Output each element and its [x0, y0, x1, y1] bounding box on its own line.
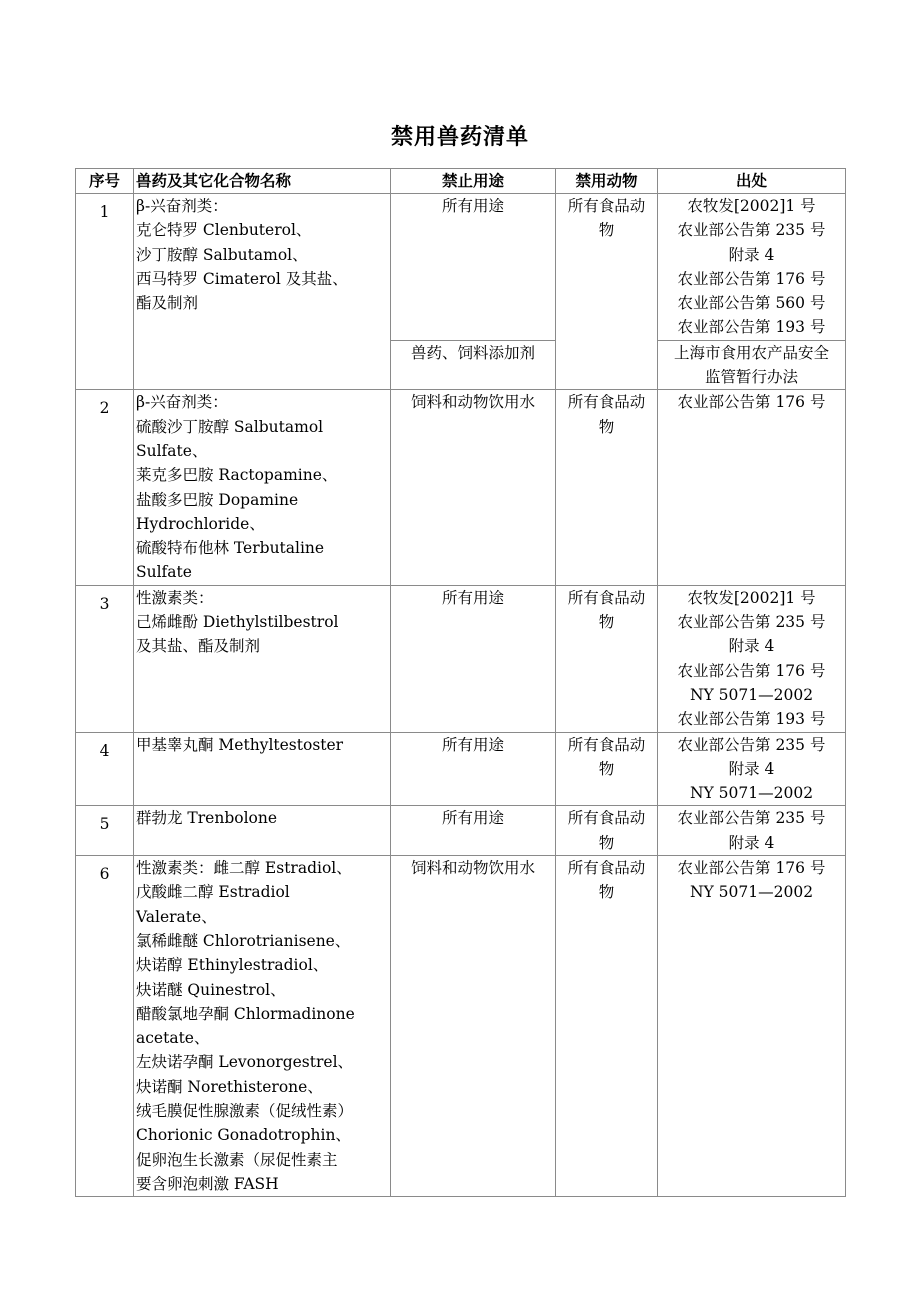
- animal-line: 物: [598, 833, 615, 852]
- animal-line: 所有食品动: [567, 809, 646, 828]
- source-line: 农业部公告第 193 号: [677, 318, 826, 337]
- source-line: NY 5071—2002: [689, 883, 814, 902]
- source-line: 农业部公告第 176 号: [677, 661, 826, 680]
- header-drug-name: 兽药及其它化合物名称: [134, 169, 391, 194]
- row-serial: 6: [76, 856, 134, 1197]
- header-source: 出处: [658, 169, 846, 194]
- row-drug-name: [134, 732, 391, 806]
- source-line: NY 5071—2002: [689, 784, 814, 803]
- row-source: [658, 585, 846, 732]
- drug-name-line: 及其盐、酯及制剂: [136, 637, 261, 656]
- source-line: 附录 4: [728, 833, 775, 852]
- drug-name-line: 西马特罗 Cimaterol 及其盐、: [136, 269, 348, 288]
- drug-name-line: Sulfate: [136, 563, 192, 582]
- source-line: 农业部公告第 235 号: [677, 809, 826, 828]
- header-serial: 序号: [76, 169, 134, 194]
- drug-name-line: 盐酸多巴胺 Dopamine: [136, 490, 299, 509]
- row-prohibited-use: 饲料和动物饮用水: [391, 856, 556, 1197]
- source-line: 附录 4: [728, 759, 775, 778]
- animal-line: 物: [598, 883, 615, 902]
- drug-name-line: β-兴奋剂类：: [136, 197, 228, 215]
- row-drug-name: [134, 856, 391, 1197]
- row-serial: 4: [76, 732, 134, 806]
- table-row: [76, 390, 846, 585]
- source-line: 监管暂行办法: [704, 368, 798, 387]
- table-row: [76, 806, 846, 856]
- animal-line: 物: [598, 221, 615, 240]
- row-prohibited-use: 所有用途: [391, 732, 556, 806]
- drug-name-line: 群勃龙 Trenbolone: [136, 809, 278, 828]
- table-row: [76, 585, 846, 732]
- header-prohibited-animal: 禁用动物: [556, 169, 658, 194]
- animal-line: 物: [598, 759, 615, 778]
- banned-drug-table: [75, 168, 846, 1197]
- row-drug-name: [134, 390, 391, 585]
- row-prohibited-animal: [556, 732, 658, 806]
- row-prohibited-use: 所有用途: [391, 806, 556, 856]
- source-line: 农业部公告第 193 号: [677, 710, 826, 729]
- drug-name-line: Hydrochloride、: [136, 514, 265, 533]
- source-line: 农业部公告第 176 号: [677, 393, 826, 412]
- animal-line: 所有食品动: [567, 393, 646, 412]
- row-serial: 2: [76, 390, 134, 585]
- source-line: 农业部公告第 235 号: [677, 735, 826, 754]
- drug-name-line: 酯及制剂: [136, 294, 199, 313]
- drug-name-line: Valerate、: [136, 907, 217, 926]
- row-drug-name: [134, 194, 391, 390]
- animal-line: 所有食品动: [567, 197, 646, 215]
- drug-name-line: 己烯雌酚 Diethylstilbestrol: [136, 613, 339, 632]
- row-prohibited-animal: [556, 585, 658, 732]
- source-line: 附录 4: [728, 245, 775, 264]
- animal-line: 物: [598, 417, 615, 436]
- drug-name-line: 克仑特罗 Clenbuterol、: [136, 221, 312, 240]
- row-prohibited-use: 所有用途: [391, 194, 556, 341]
- row-serial: 3: [76, 585, 134, 732]
- animal-line: 所有食品动: [567, 735, 646, 754]
- header-prohibited-use: 禁止用途: [391, 169, 556, 194]
- drug-name-line: Sulfate、: [136, 441, 208, 460]
- drug-name-line: 绒毛膜促性腺激素（促绒性素）: [136, 1101, 354, 1120]
- table-header-row: [76, 169, 846, 194]
- row-drug-name: [134, 585, 391, 732]
- drug-name-line: β-兴奋剂类：: [136, 393, 228, 412]
- drug-name-line: acetate、: [136, 1029, 210, 1048]
- source-line: 农牧发[2002]1 号: [687, 197, 816, 215]
- drug-name-line: 醋酸氯地孕酮 Chlormadinone: [136, 1004, 355, 1023]
- row-drug-name: [134, 806, 391, 856]
- source-line: 农业部公告第 560 号: [677, 294, 826, 313]
- source-line: 农业部公告第 235 号: [677, 613, 826, 632]
- drug-name-line: 炔诺醚 Quinestrol、: [136, 980, 286, 999]
- row-prohibited-use: 所有用途: [391, 585, 556, 732]
- row-source: [658, 194, 846, 341]
- table-row: [76, 856, 846, 1197]
- drug-name-line: 硫酸沙丁胺醇 Salbutamol: [136, 417, 324, 436]
- animal-line: 所有食品动: [567, 859, 646, 878]
- row-prohibited-animal: [556, 390, 658, 585]
- row-serial: 5: [76, 806, 134, 856]
- animal-line: 物: [598, 613, 615, 632]
- row-source: [658, 732, 846, 806]
- drug-name-line: Chorionic Gonadotrophin、: [136, 1126, 351, 1145]
- source-line: NY 5071—2002: [689, 685, 814, 704]
- row-serial: 1: [76, 194, 134, 390]
- row-prohibited-use: 饲料和动物饮用水: [391, 390, 556, 585]
- row-source: [658, 856, 846, 1197]
- row-prohibited-animal: [556, 806, 658, 856]
- drug-name-line: 性激素类：雌二醇 Estradiol、: [136, 859, 352, 878]
- source-line: 农业部公告第 235 号: [677, 221, 826, 240]
- table-row: [76, 732, 846, 806]
- drug-name-line: 硫酸特布他林 Terbutaline: [136, 539, 325, 558]
- row-prohibited-use: 兽药、饲料添加剂: [391, 340, 556, 390]
- drug-name-line: 促卵泡生长激素（尿促性素主: [136, 1150, 338, 1169]
- drug-name-line: 左炔诺孕酮 Levonorgestrel、: [136, 1053, 354, 1072]
- row-prohibited-animal: [556, 856, 658, 1197]
- source-line: 农牧发[2002]1 号: [687, 588, 816, 607]
- drug-name-line: 要含卵泡刺激 FASH: [136, 1174, 279, 1193]
- drug-name-line: 戊酸雌二醇 Estradiol: [136, 883, 290, 902]
- source-line: 附录 4: [728, 637, 775, 656]
- row-source: [658, 806, 846, 856]
- drug-name-line: 莱克多巴胺 Ractopamine、: [136, 466, 338, 485]
- document-title: 禁用兽药清单: [390, 125, 529, 150]
- drug-name-line: 性激素类：: [136, 588, 214, 607]
- row-prohibited-animal: [556, 194, 658, 390]
- drug-name-line: 氯稀雌醚 Chlorotrianisene、: [136, 931, 351, 950]
- drug-name-line: 甲基睾丸酮 Methyltestoster: [136, 735, 344, 754]
- source-line: 上海市食用农产品安全: [673, 343, 829, 362]
- drug-name-line: 炔诺醇 Ethinylestradiol、: [136, 956, 329, 975]
- source-line: 农业部公告第 176 号: [677, 269, 826, 288]
- row-source: [658, 340, 846, 390]
- row-source: [658, 390, 846, 585]
- drug-name-line: 炔诺酮 Norethisterone、: [136, 1077, 323, 1096]
- source-line: 农业部公告第 176 号: [677, 859, 826, 878]
- animal-line: 所有食品动: [567, 588, 646, 607]
- table-row: [76, 194, 846, 341]
- drug-name-line: 沙丁胺醇 Salbutamol、: [136, 245, 308, 264]
